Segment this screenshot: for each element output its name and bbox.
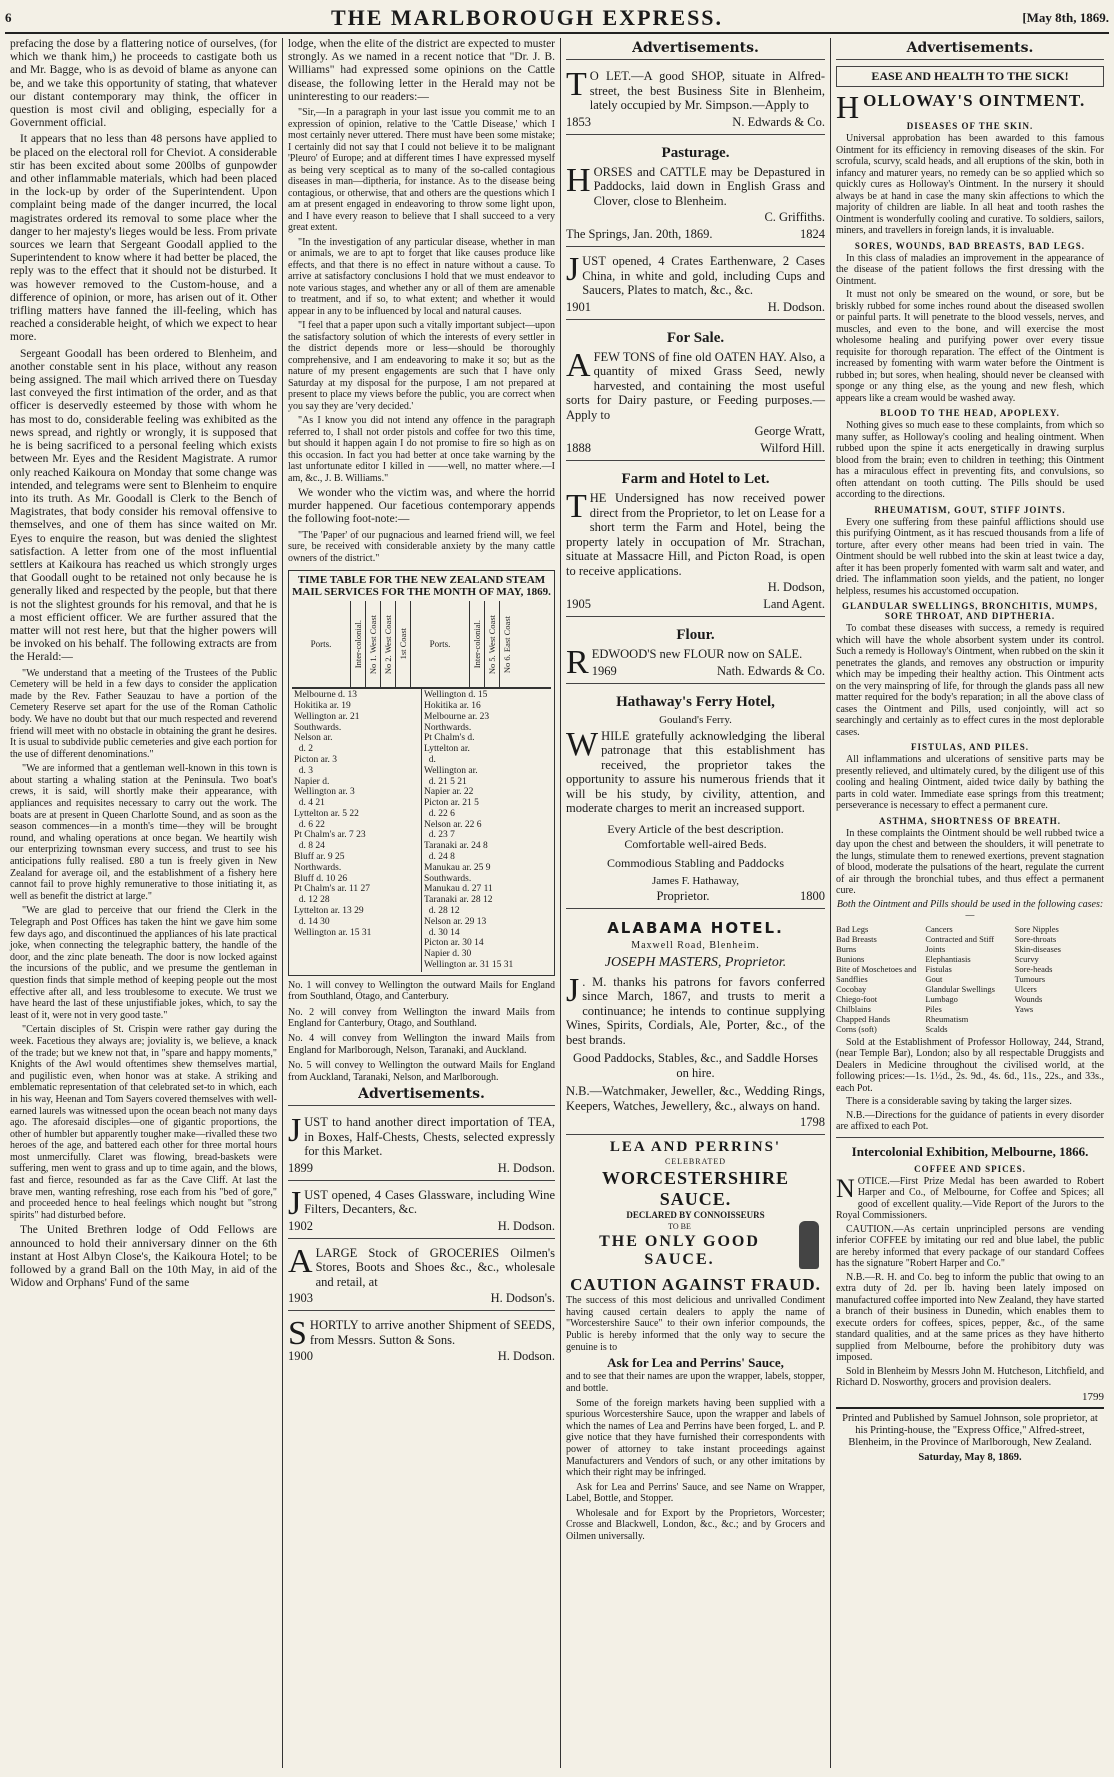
ailment-item: Corns (soft) (836, 1023, 877, 1034)
timetable-body (292, 688, 551, 972)
timetable-row: d. (424, 754, 436, 765)
timetable-row: Picton ar. 3 (294, 754, 338, 765)
timetable-row: d. 12 28 (294, 895, 330, 906)
masthead: THE MARLBOROUGH EXPRESS. (330, 5, 724, 30)
timetable-row: Nelson ar. (294, 733, 333, 744)
timetable-row: Pt Chalm's d. (424, 733, 475, 744)
timetable-row: Wellington ar. 15 31 (294, 927, 372, 938)
ailment-item: Contracted and Stiff Joints (925, 933, 995, 954)
timetable-row: Pt Chalm's ar. 11 27 (294, 884, 371, 895)
advert-earthenware: JUST opened, 4 Crates Earthenware, 2 Cases China, in white and gold, including Cups and Saucers, Plates to match, &c., &c. 1901 H. Dodson. (566, 251, 825, 320)
timetable-row: d. 2 (294, 744, 313, 755)
ailment-item: Piles (925, 1003, 942, 1014)
article-paragraph: We wonder who the victim was, and where the horrid murder happened. Our facetious contemporary appends the following foot-note:— (288, 487, 555, 526)
advertisements-header: Advertisements. (836, 40, 1104, 60)
timetable-row: d. 3 (294, 765, 313, 776)
advert-lea-perrins: LEA AND PERRINS' CELEBRATED WORCESTERSHIRE SAUCE. DECLARED BY CONNOISSEURS TO BE THE ONLY GOOD SAUCE. CAUTION AGAINST FRAUD. The success of this most delicious and unrivalled Condiment having caused certain dealers to apply the name of "Worcestershire Sauce" to their own inferior compounds, the Public is hereby informed that the only way to secure the genuine is to Ask for Lea and Perrins' Sauce, and to see that their names are upon the wrapper, labels, stopper, and bottle. Some of the foreign markets having been supplied with a spurious Worcestershire Sauce, upon the wrapper and labels of which the names of Lea and Perrins have been forged, L. and P. give notice that they have furnished their correspondents with power of attorney to take instant proceedings against Manufacturers and Vendors of such, or any other imitations by which their right may be infringed. Ask for Lea and Perrins' Sauce, and see Name on Wrapper, Label, Bottle, and Stopper. Wholesale and for Export by the Proprietors, Worcester; Crosse and Blackwell, London, &c., &c.; and by Grocers and Oilmen universally. (566, 1139, 825, 1543)
col-header: 1st Coast (398, 628, 408, 660)
ailment-item: Chapped Hands (836, 1013, 891, 1024)
advert-for-sale: For Sale. AFEW TONS of fine old OATEN HAY. Also, a quantity of mixed Grass Seed, newly harvested, and containing the most useful sorts for Dairy pasture, or Feeding purposes.—Apply to George Wratt, 1888 Wilford Hill. (566, 324, 825, 462)
timetable-row: Wellington d. 15 (424, 690, 488, 701)
issue-date: [May 8th, 1869. (1022, 10, 1109, 25)
ailment-item: Burns (836, 943, 857, 954)
advert-alabama-hotel: ALABAMA HOTEL. Maxwell Road, Blenheim. JOSEPH MASTERS, Proprietor. J . M. thanks his patrons for favors conferred since March, 1867, and trusts to merit a continuance; he intends to continue supplying Wines, Spirits, Cordials, Ale, Porter, &c., of the best brands. Good Paddocks, Stables, &c., and Saddle Horses on hire. N.B.—Watchmaker, Jeweller, &c., Wedding Rings, Keepers, Watches, Jewellery, &c., always on hand. 1798 (566, 913, 825, 1136)
ailment-item: Yaws (1014, 1003, 1034, 1014)
newspaper-page (5, 4, 1109, 1769)
ailment-item: Ulcers (1014, 983, 1037, 994)
footnote: "The 'Paper' of our pugnacious and learned friend will, we feel sure, be received with considerable anxiety by the many cattle owners of the district." (288, 529, 555, 564)
timetable-row: d. 8 24 (294, 841, 325, 852)
timetable-row: Wellington ar. 21 (294, 711, 360, 722)
timetable-row: Wellington ar. 31 15 31 (424, 960, 514, 971)
timetable-row: d. 4 21 (294, 798, 325, 809)
timetable-row: Wellington ar. 3 (294, 787, 355, 798)
ailment-item: Glandular Swellings (925, 983, 995, 994)
letter-paragraph: "As I know you did not intend any offence in the paragraph referred to, I shall not order pistols and coffee for two this time, but should it happen again I do not promise to fire so high as on this occasion. In fact you had better at once take warning by the last unfortunate editor I killed in ——well, no matter where.—I am, &c., J. B. Williams." (288, 415, 555, 484)
letter-paragraph: "Sir,—In a paragraph in your last issue you commit me to an expression of opinion, relative to the 'Cattle Disease,' which I most certainly never uttered. There must have been some mistake; I certainly did not say that I could not believe it to be malignant 'Pleuro' of Europe; and at different times I have expressed myself as being very sceptical as to many of the so-called contagious diseases in man—diptheria, for instance. As to the disease being contagious, or otherwise, that and others are the questions which I am at present engaged in endeavoring to throw some light upon, and I have every reason to believe that I shall succeed to a very great extent. (288, 107, 555, 234)
ailment-item: Bad Legs (836, 923, 869, 934)
column-3 (561, 38, 831, 1768)
page-number: 6 (5, 10, 12, 25)
timetable-row: Taranaki ar. 28 12 (424, 895, 493, 906)
advert-tea: JUST to hand another direct importation of TEA, in Boxes, Half-Chests, Chests, selected expressly for this Market. 1899 H. Dodson. (288, 1112, 555, 1181)
advertisements-header: Advertisements. (288, 1086, 555, 1106)
article-paragraph: It appears that no less than 48 persons have applied to be placed on the electoral roll for Cheviot. A considerable stir has been excited about some 200lbs of gunpowder and other inflammable materials, which had been placed in the lock-up by order of the Superintendent. Upon complaint being made of the danger incurred, the local magistrates ordered its removal to some place wher the danger to her majesty's lieges would be less. From private sources we learn that Sergeant Goodall applied to the Superintendent to know where it had better be placed, the reply was to the effect that it should not be disturbed. It was however removed to the Custom-house, and a difference of opinion, or more, has arisen out of it. Other trifling matters have fanned the ill-feeling, which has reached a considerable height, of which we expect to hear more. (10, 133, 277, 344)
ailment-item: Wounds (1014, 993, 1043, 1004)
herald-extract: "Certain disciples of St. Crispin were rather gay during the week. Facetious they always are; joviality is, we believe, a knack of the trade; but we knew not that, in "spare and happy moments," Knights of the Awl would oftentimes shew themselves martial, and pugilistic even, when honor was at stake. A striking and emblematic representation of that celebrated set-to in which, each in his way, Heenan and Tom Sayers covered themselves with well-earned laurels was witnessed upon the ocean beach not many days ago. The aforesaid disciples—one of gigantic proportions, the other of humbler but apparently tougher make—rivalled these two heroes of the age, and battered each other for three mortal hours most unmercifully. Claret was flowing, bread-baskets were suffering, men went to grass and up to time again, and the blows, fast and fierce, resounded as far as the Cave Cliff. At last the brave men, wanting refreshing, rose each from his "bed of gore," and proceeded hence to heal feelings which nought but "strong spirits" had disturbed before. (10, 1024, 278, 1221)
col-header: No 6. East Coast (502, 615, 512, 673)
article-paragraph: prefacing the dose by a flattering notice of ourselves, (for which we thank him,) he proceeds to castigate both us and Mr. Bagge, who is as devoid of blame as anyone can be, and we take this opportunity of stating, that whatever our distant contemporary may think, the officer in question is most civil and obliging, especially for a Government official. (10, 38, 277, 130)
ailment-item: Elephantiasis (925, 953, 971, 964)
timetable-row: Taranaki ar. 24 8 (424, 841, 488, 852)
advert-groceries: ALARGE Stock of GROCERIES Oilmen's Stores, Boots and Shoes &c., &c., wholesale and retail, at 1903 H. Dodson's. (288, 1243, 555, 1312)
ailment-item: Tumours (1014, 973, 1046, 984)
ailment-item: Bad Breasts (836, 933, 877, 944)
timetable-row: Southwards. (424, 873, 472, 884)
timetable-row: Manukau ar. 25 9 (424, 862, 491, 873)
timetable-row: d. 22 6 (424, 808, 455, 819)
ailments-list (836, 924, 1104, 1034)
timetable-row: Melbourne d. 13 (294, 690, 358, 701)
advert-pasturage: Pasturage. HORSES and CATTLE may be Depastured in Paddocks, laid down in English Grass and Clover, close to Blenheim. C. Griffiths. The Springs, Jan. 20th, 1869. 1824 (566, 139, 825, 248)
timetable-row: Southwards. (294, 722, 342, 733)
ailment-item: Bite of Moschetoes and Sandflies (836, 963, 917, 984)
ailment-item: Chiego-foot (836, 993, 878, 1004)
timetable-row: d. 14 30 (294, 916, 330, 927)
column-2 (283, 38, 561, 1768)
advert-farm-hotel: Farm and Hotel to Let. THE Undersigned has now received power direct from the Proprietor, to let on Lease for a short term the Farm and Hotel, being the property lately in occupation of Mr. Strachan, situate at Massacre Hill, and Picton Road, is open to receive applications. H. Dodson, 1905 Land Agent. (566, 465, 825, 617)
ailment-item: Fistulas (925, 963, 952, 974)
ailment-item: Cocobay (836, 983, 867, 994)
timetable-right (422, 689, 551, 972)
timetable-row: Hokitika ar. 19 (294, 700, 351, 711)
ailment-item: Lumbago (925, 993, 958, 1004)
columns (5, 38, 1109, 1768)
timetable-row: Lyttelton ar. 13 29 (294, 906, 364, 917)
timetable-row: Napier d. (294, 776, 330, 787)
col-header: Inter-colonial. (472, 620, 482, 669)
ailment-item: Sore-heads (1014, 963, 1053, 974)
ailment-item: Sore-throats (1014, 933, 1057, 944)
page-header (5, 4, 1109, 34)
timetable-row: Nelson ar. 29 13 (424, 916, 487, 927)
timetable-note: No. 4 will convey from Wellington the inward Mails from England for Marlborough, Nelson, Taranaki, and Auckland. (288, 1033, 555, 1056)
timetable-row: Bluff d. 10 26 (294, 873, 348, 884)
col-header: Inter-colonial. (353, 620, 363, 669)
timetable-note: No. 2 will convey from Wellington the inward Mails from England for Canterbury, Otago, and Southland. (288, 1006, 555, 1030)
herald-extract: "We are informed that a gentleman well-known in this town is about starting a whaling station at the Peninsula. Two boat's crews, it is said, will shortly make their appearance, with appliances and requisites necessary to carry out the work. The boats are at present in Queen Charlotte Sound, and as soon as the season commences—in a month's time—they will be brought round, and whaling operations at once began. We heartily wish our enterprizing townsman every success, and trust to see his anticipations fully realised. £80 a tun is freely given in New Zealand for average oil, and the establishment of a fishery here cannot fail to prove highly remunerative to those initiating it, as well as benefit the district at large." (10, 763, 277, 902)
column-4 (831, 38, 1109, 1768)
timetable-row: Northwards. (294, 862, 342, 873)
timetable-row: Picton ar. 30 14 (424, 938, 484, 949)
herald-extract: "We are glad to perceive that our friend the Clerk in the Telegraph and Post Offices has taken the hint we gave him some few days ago, and discontinued the appliances of his late practical joke, when connecting the telegraphic battery, the handle of the door, and the zinc plate beneath. The door is now locked against the incursions of the public, and we presume the gentleman in question finds that simple method of keeping people out the most effective after all, and less troublesome to execute. We trust we have heard the last of these unjustifiable jokes, which, to say the least of it, were not in very good taste." (10, 905, 277, 1021)
ailments-column (925, 924, 1014, 1034)
timetable-row: d. 21 5 21 (424, 776, 467, 787)
timetable-note: No. 5 will convey to Wellington the outward Mails for England from Auckland, Taranaki, Nelson, and Marlborough. (288, 1060, 555, 1083)
timetable-row: d. 6 22 (294, 819, 325, 830)
imprint: Printed and Published by Samuel Johnson, sole proprietor, at his Printing-house, the "Express Office," Alfred-street, Blenheim, in the Province of Marlborough, New Zealand. Saturday, May 8, 1869. (836, 1407, 1104, 1464)
timetable-row: d. 24 8 (424, 852, 455, 863)
timetable-row: Nelson ar. 22 6 (424, 819, 482, 830)
ailment-item: Scurvy (1014, 953, 1039, 964)
timetable-row: Hokitika ar. 16 (424, 700, 481, 711)
timetable-row: Wellington ar. (424, 765, 478, 776)
advert-ferry-hotel: Hathaway's Ferry Hotel, Gouland's Ferry. WHILE gratefully acknowledging the liberal patronage that this establishment has received, the proprietor takes the opportunity to assure his numerous friends that it will be his study, by civility, attention, and moderate charges to merit an increased support. Every Article of the best description. Comfortable well-aired Beds. Commodious Stabling and Paddocks James F. Hathaway, Proprietor. 1800 (566, 688, 825, 909)
sauce-bottle-icon (799, 1221, 819, 1269)
timetable-row: Pt Chalm's ar. 7 23 (294, 830, 366, 841)
advert-harper-coffee: Intercolonial Exhibition, Melbourne, 1866. COFFEE AND SPICES. NOTICE.—First Prize Medal has been awarded to Robert Harper and Co., of Melbourne, for Coffee and Spices; all good of excellent quality.—Vide Report of the Jurors to the Royal Commissioners. CAUTION.—As certain unprincipled persons are vending inferior COFFEE by imitating our red and blue label, the public are hereby informed that every package of our standard Coffees has the signature "Robert Harper and Co." N.B.—R. H. and Co. beg to inform the public that owing to an extra duty of 2d. per lb. having been lately imposed on manufactured coffee imported into New Zealand, they have started a branch of their business in Dunedin, which enables them to execute orders for coffees, spices, pepper, &c., of the same standard qualities, and at the same prices as they have hitherto supplied from Melbourne, before the prohibitory duty was imposed. Sold in Blenheim by Messrs John M. Hutcheson, Litchfield, and Richard D. Nosworthy, grocers and provision dealers. 1799 (836, 1137, 1104, 1403)
ports-header: Ports. (292, 601, 351, 687)
article-paragraph: lodge, when the elite of the district are expected to muster strongly. As we named in a recent notice that "Dr. J. B. Williams" had expressed some opinions on the Cattle disease, the following letter in the Herald may not be uninteresting to our readers:— (288, 38, 555, 103)
ailments-column (836, 924, 925, 1034)
timetable-left (292, 689, 422, 972)
timetable-title: TIME TABLE FOR THE NEW ZEALAND STEAM MAIL SERVICES FOR THE MONTH OF MAY, 1869. (292, 574, 551, 599)
timetable-row: d. 28 12 (424, 906, 460, 917)
timetable-row: Manukau d. 27 11 (424, 884, 493, 895)
timetable-header (292, 601, 551, 688)
col-header: No 1. West Coast (368, 614, 378, 674)
timetable-note: No. 1 will convey to Wellington the outward Mails for England from Southland, Otago, and Canterbury. (288, 979, 555, 1003)
letter-paragraph: "I feel that a paper upon such a vitally important subject—upon the satisfactory solution of which the interests of every settler in the district depends more or less—should be thoroughly comprehensive, and I am endeavoring to make it so; but as the nature of my present engagements are such that I have only Saturday at my disposal for the purpose, I am not prepared at present to place my views before the public, you are correct when you say they are 'very decided.' (288, 320, 555, 412)
timetable-row: d. 30 14 (424, 927, 460, 938)
advert-seeds: SHORTLY to arrive another Shipment of SEEDS, from Messrs. Sutton & Sons. 1900 H. Dodson. (288, 1315, 555, 1364)
advert-glassware: JUST opened, 4 Cases Glassware, including Wine Filters, Decanters, &c. 1902 H. Dodson. (288, 1185, 555, 1239)
ailment-item: Bunions (836, 953, 865, 964)
advert-to-let: T O LET.—A good SHOP, situate in Alfred-street, the best Business Site in Blenheim, lately occupied by Mr. Simpson.—Apply to 1853 N. Edwards & Co. (566, 66, 825, 135)
timetable-row: Lyttelton ar. 5 22 (294, 808, 359, 819)
timetable-row: Bluff ar. 9 25 (294, 852, 345, 863)
timetable-row: Melbourne ar. 23 (424, 711, 490, 722)
timetable-row: d. 23 7 (424, 830, 455, 841)
ailments-column (1015, 924, 1104, 1034)
ailment-item: Sore Nipples (1014, 923, 1059, 934)
col-header: No 5. West Coast (487, 614, 497, 674)
article-paragraph: Sergeant Goodall has been ordered to Blenheim, and another constable sent in his place, without any reason being assigned. The mail which arrived there on Tuesday last conveyed the first intimation of the order, and as that officer is deservedly esteemed by those with whom he has most to do, considerable feeling was exhibited as the news spread, and rightly or wrongly, it is supposed that he is being sacrificed to a personal feeling which exists between Mr. Eyes and the Resident Magistrate. A rumor only reached Kaikoura on Monday that some change was intended, and telegrams were sent to Blenheim to enquire into its truth. As Mr. Goodall is Clerk to the Bench of Magistrates, that body consider his removal offensive to themselves, and one of them has since waited on Mr. Eyes to enquire the reason, but was denied the slightest satisfaction. A letter from one of the most influential settlers at Kaikoura has reached us which strongly urges that Goodall ought to be retained not only because he is generally liked and respected by the people, but that there is not the slightest grounds for his removal, and that he is a most efficient officer. We are further assured that the matter will not rest here, but that the higher powers will be invoked on his behalf. The following extracts are from the Herald:— (10, 347, 277, 664)
herald-extract: "We understand that a meeting of the Trustees of the Public Cemetery will be held in a few days to consider the application made by the Rev. Father Seauzau to have a portion of the Cemetery Reserve set apart for the use of the Roman Catholic body. We have no doubt but that our much respected and reverend friend will meet with no obstacle in obtaining the grant he desires. It is usual to subdivide public cemeteries and give each portion for the use of different denominations." (10, 667, 277, 760)
timetable-row: Napier d. 30 (424, 949, 472, 960)
column-1 (5, 38, 283, 1768)
timetable-row: Lyttelton ar. (424, 744, 470, 755)
ailment-item: Gout (925, 973, 943, 984)
ailment-item: Chilblains (836, 1003, 871, 1014)
ailment-item: Cancers (925, 923, 953, 934)
ailment-item: Scalds (925, 1023, 948, 1034)
timetable-row: Northwards. (424, 722, 472, 733)
timetable (288, 570, 555, 976)
ailment-item: Skin-diseases (1014, 943, 1061, 954)
col-header: No 2. West Coast (383, 614, 393, 674)
article-paragraph: The United Brethren lodge of Odd Fellows are announced to hold their anniversary dinner on the 6th instant at Host Albyn Close's, the Kaikoura Hotel; to be followed by a grand Ball on the 10th May, in aid of the Widow and Orphans' Fund of the same (10, 1224, 277, 1290)
timetable-row: Picton ar. 21 5 (424, 798, 479, 809)
advert-holloway: EASE AND HEALTH TO THE SICK! HOLLOWAY'S OINTMENT. DISEASES OF THE SKIN. Universal approbation has been awarded to this famous Ointment for its efficiency in removing diseases of the skin. For scrofula, scurvy, scald heads, and all eruptions of the skin, both in infancy and maturer years, no remedy can be so applied which so quickly cures as Holloway's Ointment. In the nursery it should always be at hand in case the many skin affections to which the majority of children are liable. In all heat and tooth rashes the Ointment is wonderfully cooling and curative. To soldiers, sailors, miners, and travellers in foreign lands, it is invaluable. SORES, WOUNDS, BAD BREASTS, BAD LEGS. In this class of maladies an improvement in the appearance of the disease of the patient follows the first dressing with the Ointment. It must not only be smeared on the wound, or sore, but be briskly rubbed for some inches round about the diseased swollen or painful parts. It will penetrate to the blood vessels, nerves, and muscles, and even to the bone, and will exercise the most wholesome healing and purifying power over every tissue requisite for thorough reparation. The effect of the Ointment is increased by fomenting with warm water before the Ointment is rubbed in; but sores, when healing, should never be cleansed with sponge or any thing else, as the young and new flesh, which appears like a cream would be washed away. BLOOD TO THE HEAD, APOPLEXY. Nothing gives so much ease to these complaints, from which so many suffer, as Holloway's cooling and healing ointment. When rubbed upon the spine it acts energetically in drawing surplus blood from the brain; even to children in teething; this Ointment has a miraculous effect in preventing fits, and convulsions, so often attendant on tooth cutting. The Pills should be used according to the directions. RHEUMATISM, GOUT, STIFF JOINTS. Every one suffering from these painful afflictions should use this purifying Ointment, as it has rescued thousands from a life of torture, after every other means had been tried in vain. The Ointment should be well rubbed into the skin at least twice a day, after it has been properly fomented with warm salt and water, and dried. The inflammation soon yields, and the patient, no longer helpless, resumes his accustomed occupation. GLANDULAR SWELLINGS, BRONCHITIS, MUMPS, SORE THROAT, AND DIPTHERIA. To combat these diseases with success, a remedy is required which will have the whole absorbent system under its control. Such a remedy is Holloway's Ointment, when rubbed on the skin it penetrates the glands, and removes any obstruction or impurity which may be impeding their healthy action. This Ointment acts on the very mainspring of life, for through the glands pass all new matter required for the body's reparation; in all the above class of cases the Ointment and Pills, used conjointly, will act so searchingly and certainly as to effect cures in the most deplorable cases. FISTULAS, AND PILES. All inflammations and ulcerations of sensitive parts may be presently relieved, and ultimately cured, by the diligent use of this cooling and healing Ointment, aided twice daily by bathing the parts in cold water. Immediate ease springs from this treatment; perseverance is necessary to effect a permanent cure. ASTHMA, SHORTNESS OF BREATH. In these complaints the Ointment should be well rubbed twice a day upon the chest and between the shoulders, it will penetrate to the lungs, stimulate them to renewed exertions, prevent stagnation of blood, moderate the pulsations of the heart, regulate the current of air through the bronchial tubes, and thus effect a permanent cure. Both the Ointment and Pills should be used in the following cases:— Bad Legs Bad Breasts Burns Bunions Bite of Moschetoes and Sandflies Cocobay Chiego-foot Chilblains Chapped Hands Corns (soft) Cancers Contracted and Stiff Joints Elephantiasis Fistulas Gout Glandular Swellings Lumbago Piles Rheumatism Scalds Sore Nipples Sore-throats Skin-diseases Scurvy Sore-heads Tumours Ulcers Wounds Yaws Sold at the Establishment of Professor Holloway, 244, Strand, (near Temple Bar), London; also by all respectable Druggists and Dealers in Medicine throughout the civilised world, at the following prices:—1s. 1½d., 2s. 9d., 4s. 6d., 11s., 22s., and 33s., each Pot. There is a considerable saving by taking the larger sizes. N.B.—Directions for the guidance of patients in every disorder are affixed to each Pot. (836, 66, 1104, 1133)
advertisements-header: Advertisements. (566, 40, 825, 60)
ailment-item: Rheumatism (925, 1013, 969, 1024)
advert-flour: Flour. REDWOOD'S new FLOUR now on SALE. 1969 Nath. Edwards & Co. (566, 621, 825, 684)
letter-paragraph: "In the investigation of any particular disease, whether in man or animals, we are to apt to forget that like causes produce like effects, and that there is no effect in nature without a cause. To arrive at satisfactory conclusions I hold that we must endeavor to note various stages, and whether any or all of them are amenable to treatment, and if so, to what extent; and whether it would appear in any to be influenced by local and natural causes. (288, 236, 555, 317)
ports-header: Ports. (411, 601, 470, 687)
timetable-row: Napier ar. 22 (424, 787, 474, 798)
